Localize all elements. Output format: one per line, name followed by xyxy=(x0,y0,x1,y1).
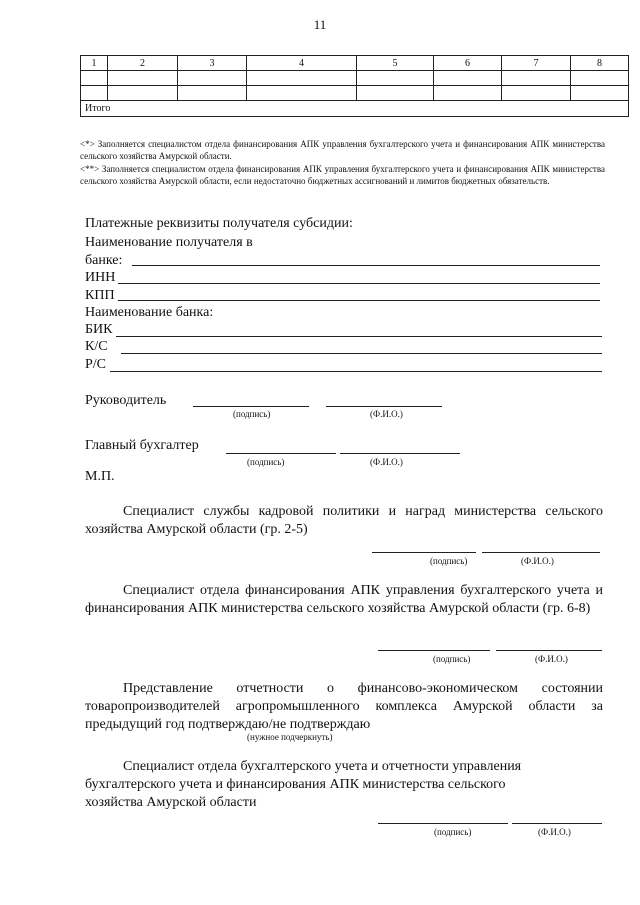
accounting-name-line[interactable] xyxy=(512,823,602,824)
table-row xyxy=(81,86,629,101)
sign-caption: (подпись) xyxy=(247,457,285,467)
accounting-specialist-text: Специалист отдела бухгалтерского учета и отчетности управления бухгалтерского учета и финансирования АПК министерства сельского хозяйства Амурской области xyxy=(85,759,522,810)
head-name-line[interactable] xyxy=(326,406,442,407)
ks-line[interactable] xyxy=(121,353,602,354)
table-header-cell: 7 xyxy=(502,56,571,71)
bank-name-label: Наименование банка: xyxy=(85,305,214,320)
finance-signature-line[interactable] xyxy=(378,650,490,651)
table-header-cell: 6 xyxy=(434,56,502,71)
head-signature-line[interactable] xyxy=(193,406,309,407)
name-caption: (Ф.И.О.) xyxy=(370,457,403,467)
finance-specialist-text: Специалист отдела финансирования АПК управления бухгалтерского учета и финансирования АПК министерства сельского хозяйства Амурской области (гр. 6-8) xyxy=(85,583,603,616)
hr-signature-line[interactable] xyxy=(372,552,476,553)
page-number: 11 xyxy=(313,17,327,32)
accounting-signature-line[interactable] xyxy=(378,823,508,824)
table-header-cell: 2 xyxy=(108,56,178,71)
total-label: Итого xyxy=(81,101,629,117)
recipient-name-label: Наименование получателя в xyxy=(85,235,253,250)
recipient-bank-label: банке: xyxy=(85,253,123,268)
requisites-title: Платежные реквизиты получателя субсидии: xyxy=(85,216,353,231)
name-caption: (Ф.И.О.) xyxy=(521,556,554,566)
inn-label: ИНН xyxy=(85,270,116,285)
table-row xyxy=(81,71,629,86)
name-caption: (Ф.И.О.) xyxy=(538,827,571,837)
reporting-text: Представление отчетности о финансово-экономическом состоянии товаропроизводителей агропромышленного комплекса Амурской области за предыдущий год подтверждаю/не подтверждаю xyxy=(85,681,603,732)
recipient-line[interactable] xyxy=(132,265,600,266)
hr-name-line[interactable] xyxy=(482,552,600,553)
underline-note: (нужное подчеркнуть) xyxy=(247,732,333,742)
kpp-line[interactable] xyxy=(118,300,600,301)
table-header-cell: 1 xyxy=(81,56,108,71)
chief-name-line[interactable] xyxy=(340,453,460,454)
chief-accountant-label: Главный бухгалтер xyxy=(85,438,199,453)
sign-caption: (подпись) xyxy=(233,409,271,419)
sign-caption: (подпись) xyxy=(430,556,468,566)
name-caption: (Ф.И.О.) xyxy=(370,409,403,419)
sign-caption: (подпись) xyxy=(434,827,472,837)
head-label: Руководитель xyxy=(85,393,167,408)
seal-label: М.П. xyxy=(85,469,115,484)
table-header-cell: 4 xyxy=(247,56,357,71)
rs-line[interactable] xyxy=(110,371,602,372)
table-header-cell: 3 xyxy=(178,56,247,71)
name-caption: (Ф.И.О.) xyxy=(535,654,568,664)
sign-caption: (подпись) xyxy=(433,654,471,664)
table-total-row xyxy=(81,101,629,117)
inn-line[interactable] xyxy=(118,283,600,284)
ks-label: К/С xyxy=(85,339,108,354)
kpp-label: КПП xyxy=(85,288,115,303)
bik-line[interactable] xyxy=(116,336,602,337)
chief-signature-line[interactable] xyxy=(226,453,336,454)
table-header-cell: 5 xyxy=(357,56,434,71)
data-table xyxy=(80,55,629,117)
hr-specialist-text: Специалист службы кадровой политики и наград министерства сельского хозяйства Амурской области (гр. 2-5) xyxy=(85,504,603,537)
table-header-cell: 8 xyxy=(571,56,629,71)
footnote-2: <**> Заполняется специалистом отдела финансирования АПК управления бухгалтерского учета и финансирования АПК министерства сельского хозяйства Амурской области, если недостаточно бюджетных ассигнований и лимитов бюджетных обязательств. xyxy=(80,164,605,186)
bik-label: БИК xyxy=(85,322,113,337)
rs-label: Р/С xyxy=(85,357,107,372)
table-header-row xyxy=(81,56,629,71)
footnote-1: <*> Заполняется специалистом отдела финансирования АПК управления бухгалтерского учета и финансирования АПК министерства сельского хозяйства Амурской области. xyxy=(80,139,605,161)
finance-name-line[interactable] xyxy=(496,650,602,651)
